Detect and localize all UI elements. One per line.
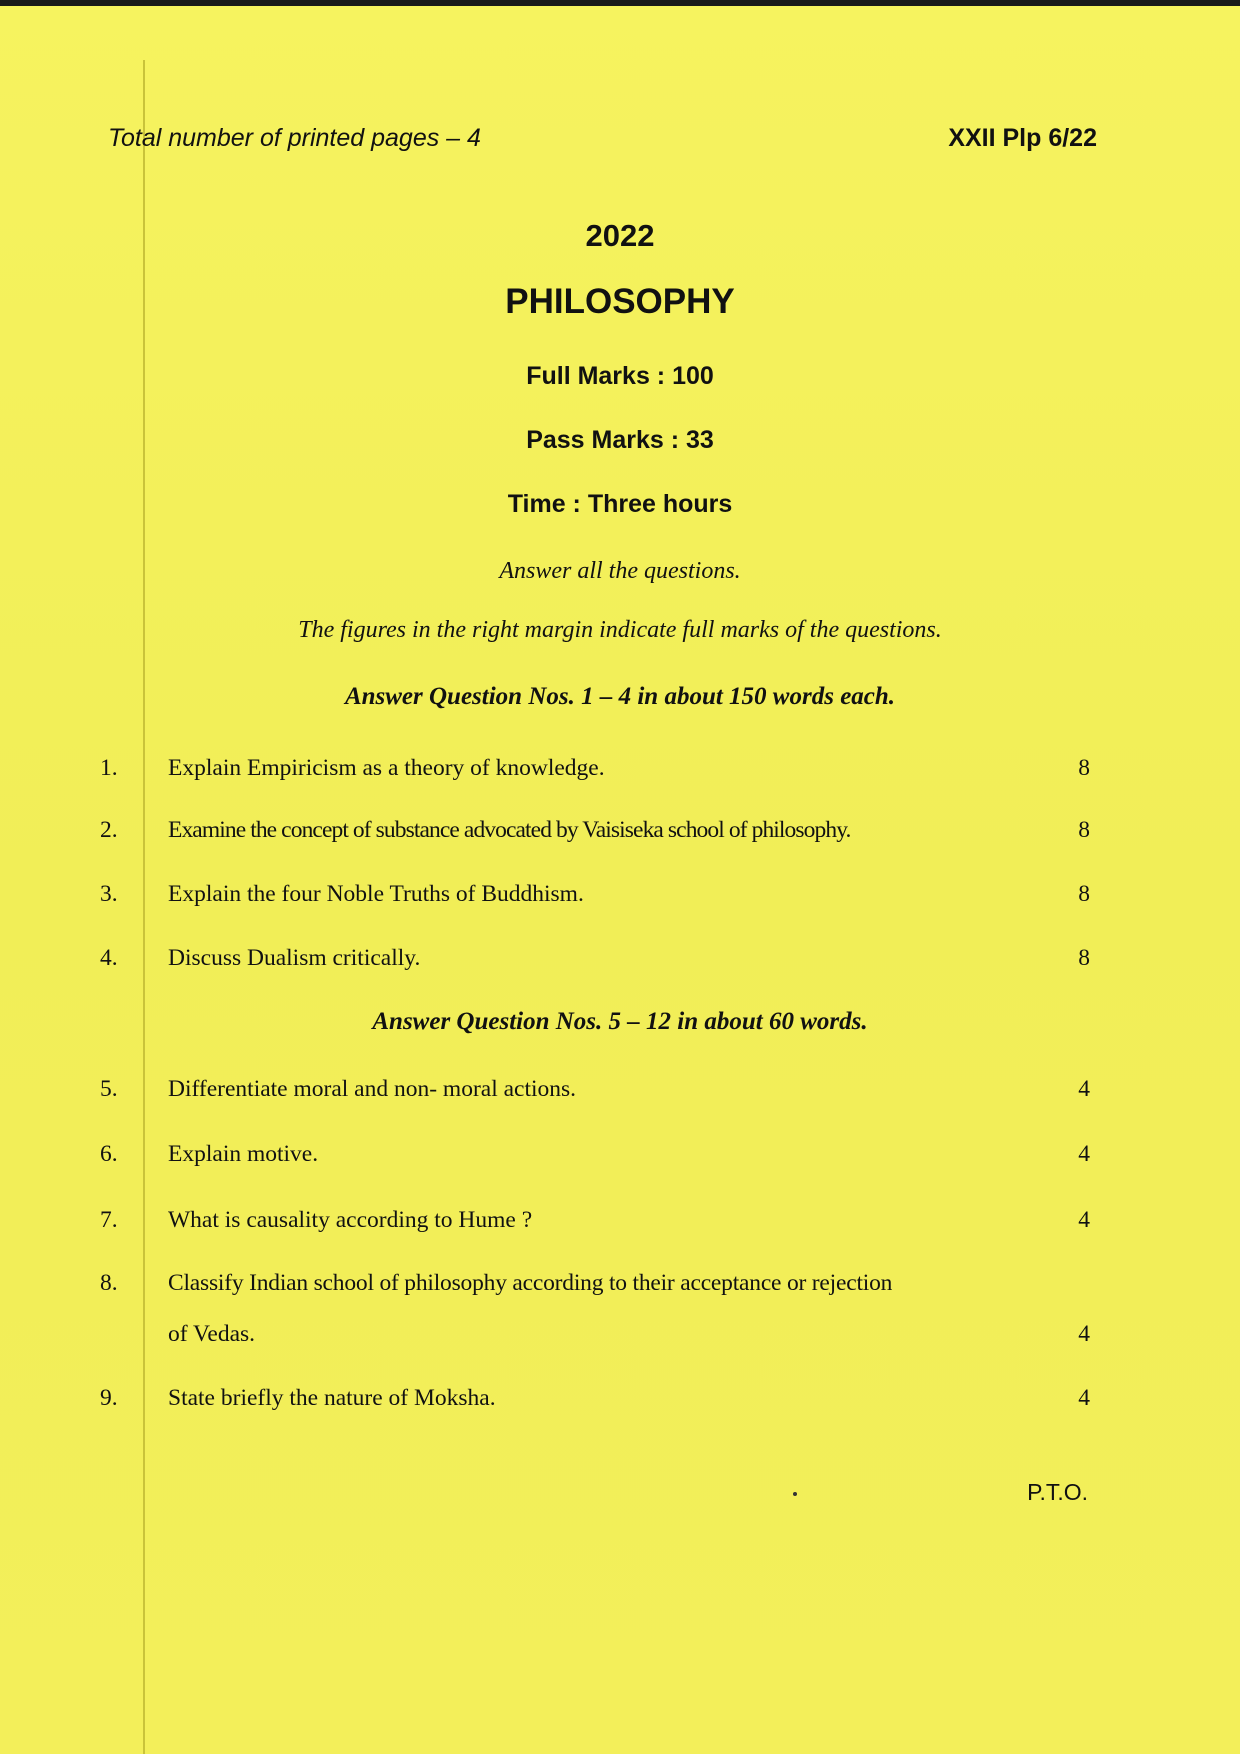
instruction-answer-all: Answer all the questions. — [499, 558, 741, 584]
question-text: Discuss Dualism critically. — [168, 945, 421, 971]
question-number: 5. — [100, 1076, 118, 1102]
question-marks: 4 — [1078, 1141, 1090, 1167]
top-edge-rule — [0, 0, 1240, 6]
exam-year: 2022 — [585, 218, 655, 253]
question-number: 8. — [100, 1270, 118, 1296]
question-number: 2. — [100, 817, 118, 843]
question-marks: 8 — [1078, 755, 1090, 781]
question-text: Explain motive. — [168, 1141, 319, 1167]
please-turn-over: P.T.O. — [1027, 1479, 1088, 1505]
question-number: 4. — [100, 945, 118, 971]
question-text: What is causality according to Hume ? — [168, 1207, 533, 1233]
question-text: Classify Indian school of philosophy according to their acceptance or rejection — [168, 1270, 893, 1296]
question-text: Differentiate moral and non- moral actions. — [168, 1076, 577, 1102]
pass-marks: Pass Marks : 33 — [526, 426, 714, 454]
pages-note: Total number of printed pages – 4 — [108, 124, 481, 152]
paper-code: XXII Plp 6/22 — [948, 124, 1097, 152]
question-text: Explain Empiricism as a theory of knowledge. — [168, 755, 605, 781]
question-marks: 4 — [1078, 1385, 1090, 1411]
question-number: 1. — [100, 755, 118, 781]
stray-dot — [793, 1492, 797, 1496]
subject-title: PHILOSOPHY — [505, 282, 735, 321]
section-heading-1: Answer Question Nos. 1 – 4 in about 150 words each. — [344, 683, 896, 710]
question-text: Explain the four Noble Truths of Buddhism. — [168, 881, 584, 907]
full-marks: Full Marks : 100 — [526, 362, 714, 390]
question-marks: 8 — [1078, 945, 1090, 971]
instruction-margin-marks: The figures in the right margin indicate full marks of the questions. — [298, 617, 942, 643]
time-allowed: Time : Three hours — [507, 490, 733, 518]
question-text: State briefly the nature of Moksha. — [168, 1385, 496, 1411]
question-number: 7. — [100, 1207, 118, 1233]
question-marks: 4 — [1078, 1207, 1090, 1233]
question-marks: 8 — [1078, 817, 1090, 843]
question-number: 9. — [100, 1385, 118, 1411]
question-marks: 4 — [1078, 1076, 1090, 1102]
question-marks: 8 — [1078, 881, 1090, 907]
question-text-continued: of Vedas. — [168, 1321, 256, 1347]
question-marks: 4 — [1078, 1321, 1090, 1347]
question-number: 6. — [100, 1141, 118, 1167]
question-number: 3. — [100, 881, 118, 907]
question-text: Examine the concept of substance advocated by Vaisiseka school of philosophy. — [168, 817, 851, 843]
section-heading-2: Answer Question Nos. 5 – 12 in about 60 words. — [372, 1008, 868, 1035]
